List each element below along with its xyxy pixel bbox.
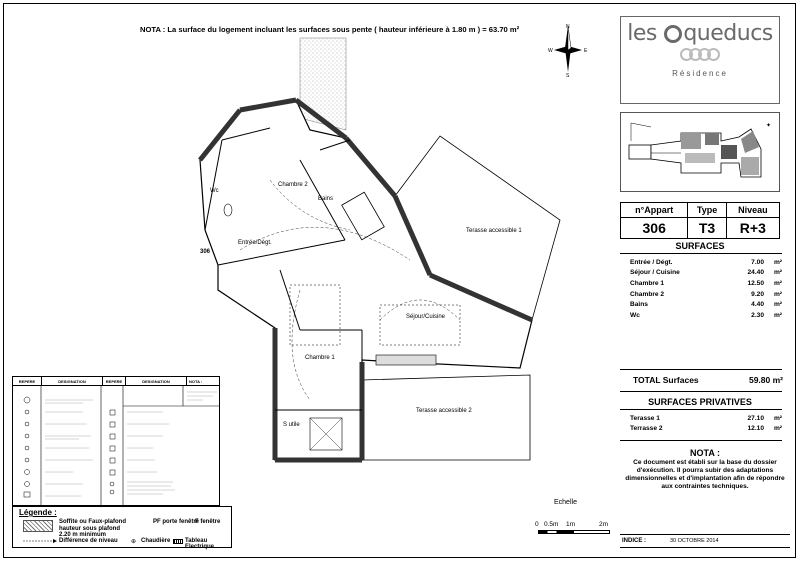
room-chambre-2: Chambre 2 [278,182,308,188]
surface-label: Bains [630,301,648,309]
scale-tick: 2m [599,521,609,528]
room-chambre-1: Chambre 1 [305,355,335,361]
surface-unit: m² [773,301,782,309]
private-label: Terrasse 2 [630,425,663,433]
surface-unit: m² [773,279,782,287]
private-value: 12.10 [747,425,764,433]
private-value: 27.10 [747,414,764,422]
surface-unit: m² [773,311,782,319]
room-bains: Bains [318,196,334,202]
boiler-icon: ⊕ [131,539,137,545]
apt-type: T3 [688,218,726,239]
nota-text: Ce document est établi sur la base du dossier d'exécution. Il pourra subir des adaptations dimensionnelles et d'implantation afin de répondre aux contraintes techniques. [625,459,785,490]
legend-col: REPERE [103,377,126,385]
room-wc: Wc [210,188,219,194]
legend-soffit-2: hauteur sous plafond [59,525,121,532]
logo-subtitle: Résidence [672,69,728,78]
compass-n: N [566,24,570,30]
legend-panel: Tableau Electrique [185,538,215,550]
kitchen-counter [376,355,436,365]
room-s-utile: S utile [283,422,300,428]
compass-e: E [584,48,588,54]
unit-code: 306 [200,249,211,255]
legend-level: Différence de niveau [59,538,118,544]
surface-value: 7.00 [751,258,764,266]
indice-label: INDICE : [622,538,646,544]
legend-col: DESIGNATION [42,377,103,385]
room-terrasse-2: Terasse accessible 2 [416,408,472,414]
surface-label: Entrée / Dégt. [630,258,673,266]
surface-value: 2.30 [751,311,764,319]
legend-title: Légende : [19,508,57,517]
compass-s: S [566,73,570,78]
surface-value: 4.40 [751,301,764,309]
legend-boiler: Chaudière [141,538,171,544]
surface-value: 9.20 [751,290,764,298]
compass-w: W [548,48,553,54]
scale-tick: 1m [566,521,576,528]
apt-number-header: n°Appart [621,203,688,218]
room-terrasse-1: Terasse accessible 1 [466,228,522,234]
surface-unit: m² [773,269,782,277]
private-surfaces-title: SURFACES PRIVATIVES [648,397,752,407]
surface-label: Chambre 2 [630,290,665,298]
apt-level-header: Niveau [726,203,779,218]
nota-header: NOTA : La surface du logement incluant les surfaces sous pente ( hauteur inférieure à 1.80 m ) = 63.70 m² [140,25,520,34]
total-value: 59.80 m² [748,375,783,385]
toilet-icon [224,204,232,216]
surface-label: Wc [630,311,640,319]
private-unit: m² [773,425,782,433]
private-unit: m² [773,414,782,422]
surface-value: 12.50 [747,279,764,287]
room-sejour: Séjour/Cuisine [406,314,446,320]
legend-soffit-1: Soffite ou Faux-plafond [59,519,126,525]
legend-soffit-3: 2.20 m minimum [59,532,107,538]
svg-text:✦: ✦ [766,123,772,129]
apt-number: 306 [621,218,688,239]
scale-title: Echelle [554,499,577,506]
legend-col: DESIGNATION [126,377,187,385]
legend-pf: PF porte fenêtre [153,519,200,525]
surface-label: Chambre 1 [630,279,665,287]
scale-tick: 0 [535,521,539,528]
legend-col: NOTA : [189,378,203,384]
surfaces-title: SURFACES [675,241,725,251]
legend-col: REPERE [13,377,42,385]
logo-name-right: queducs [683,21,773,46]
private-label: Terasse 1 [630,414,660,422]
indice-date: 30 OCTOBRE 2014 [670,538,719,544]
logo-name-left: les [627,21,657,46]
soffit-area [300,38,346,130]
apt-level: R+3 [726,218,779,239]
surface-unit: m² [773,258,782,266]
scale-tick: 0.5m [544,521,559,528]
room-entree: Entrée/Dégt. [238,240,272,246]
total-label: TOTAL Surfaces [633,375,699,385]
apt-type-header: Type [688,203,726,218]
legend-f: F fenêtre [195,519,221,525]
terrace-2-outline [362,375,530,460]
surface-unit: m² [773,290,782,298]
surface-label: Séjour / Cuisine [630,269,680,277]
surface-value: 24.40 [747,269,764,277]
nota-title: NOTA : [690,448,720,458]
